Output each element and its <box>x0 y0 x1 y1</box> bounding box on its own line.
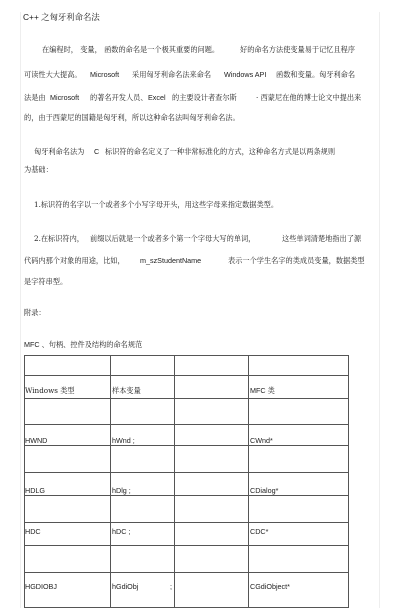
p1-line3f: · 西蒙尼在他的博士论文中提出来 <box>256 93 362 102</box>
p1-line1a: 在编程时， 变量， 函数的命名是一个极其重要的问题。 <box>42 45 220 54</box>
table-cell: hWnd ; <box>112 436 135 445</box>
table-header-mfc-class: MFC 类 <box>250 386 275 395</box>
p2-line1b: C <box>94 147 100 156</box>
p1-line1b: 好的命名方法使变量易于记忆且程序 <box>240 45 356 54</box>
p2-line2: 为基础： <box>24 165 53 174</box>
p1-line3e: 的主要设计者查尔斯 <box>172 93 237 102</box>
p1-line2a: 可读性大大提高。 <box>24 70 82 79</box>
table-row: HWND <box>25 436 48 445</box>
table-cell: hDC ; <box>112 527 131 536</box>
rule2-line2c: 表示一个学生名字的类成员变量，数据类型 <box>228 256 365 265</box>
p1-line2c: 采用匈牙利命名法来命名 <box>132 70 212 79</box>
table-row: HDC <box>25 527 41 536</box>
table-row: HDLG <box>25 486 45 495</box>
table-row: HGDIOBJ <box>25 582 57 591</box>
table-cell: CDialog* <box>250 486 279 495</box>
table-cell: hGdiObj <box>112 582 139 591</box>
table-cell: CDC* <box>250 527 269 536</box>
p1-line2d: Windows API <box>224 70 267 79</box>
rule2-line2a: 代码内那个对象的用途，比如， <box>24 256 125 265</box>
table-cell: hDlg ; <box>112 486 131 495</box>
p2-line1c: 标识符的命名定义了一种非常标准化的方式，这种命名方式是以两条规则 <box>105 147 336 156</box>
table-header-windows-type: Windows 类型 <box>25 386 75 395</box>
appendix-label: 附录： <box>24 308 46 317</box>
rule2-line1c: 这些单词清楚地指出了源 <box>282 234 362 243</box>
rule-1: 1.标识符的名字以一个或者多个小写字母开头，用这些字母来指定数据类型。 <box>34 200 279 209</box>
p1-line3b: Microsoft <box>50 93 80 102</box>
rule2-line2b: m_szStudentName <box>140 256 202 265</box>
p2-line1a: 匈牙利命名法为 <box>34 147 85 156</box>
table-cell: CGdiObject* <box>250 582 290 591</box>
p1-line2b: Microsoft <box>90 70 120 79</box>
p1-line2e: 函数和变量。匈牙利命名 <box>276 70 356 79</box>
rule2-line3: 是字符串型。 <box>24 277 68 286</box>
table-cell: ; <box>170 582 172 591</box>
document-title: C++ 之匈牙利命名法 <box>23 12 100 22</box>
rule2-line1b: 前缀以后就是一个或者多个第一个字母大写的单词， <box>90 234 256 243</box>
rule2-line1a: 2.在标识符内， <box>34 234 84 243</box>
p1-line3d: Excel <box>148 93 166 102</box>
p1-line3c: 的著名开发人员、 <box>90 93 148 102</box>
p1-line3a: 法是由 <box>24 93 46 102</box>
table-header-sample-variable: 样本变量 <box>112 386 141 395</box>
p1-line4: 的，由于西蒙尼的国籍是匈牙利，所以这种命名法叫匈牙利命名法。 <box>24 113 240 122</box>
table-cell: CWnd* <box>250 436 273 445</box>
section-heading: MFC 、句柄、控件及结构的命名规范 <box>24 340 143 349</box>
